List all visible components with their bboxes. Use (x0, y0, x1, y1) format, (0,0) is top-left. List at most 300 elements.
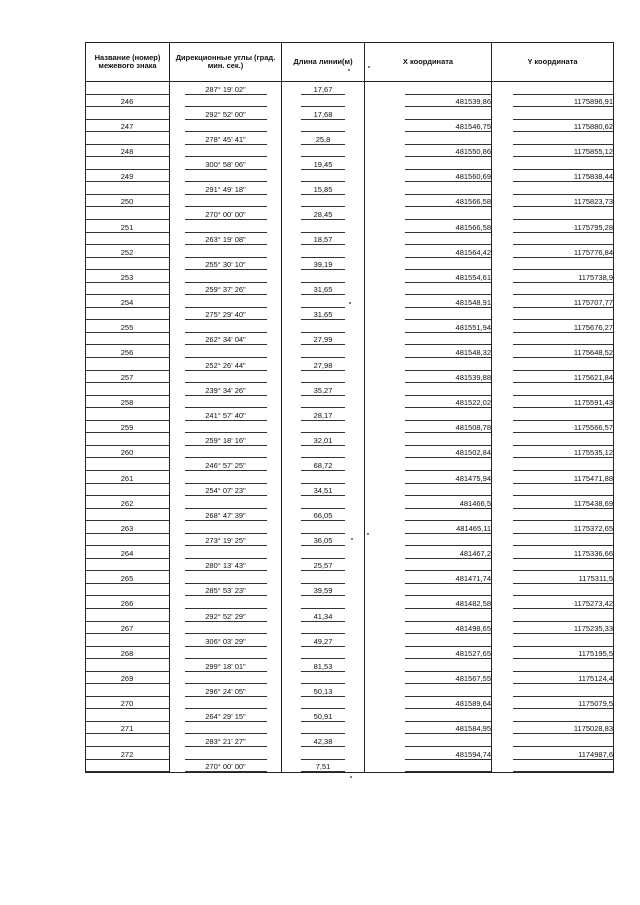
header-line-length: Длина линии(м) (282, 43, 365, 82)
line-length: 68,72 (301, 462, 345, 471)
direction-angle: 263° 19' 08" (185, 236, 267, 245)
y-coordinate-empty (513, 562, 613, 571)
segment-row (86, 634, 614, 647)
point-row (86, 220, 614, 233)
line-length-empty (301, 550, 345, 559)
direction-angle: 287° 19' 02" (185, 86, 267, 95)
y-coordinate: 1175438,69 (513, 500, 613, 509)
line-length-empty (301, 575, 345, 584)
line-length: 25,8 (301, 136, 345, 145)
point-row (86, 320, 614, 333)
direction-angle-empty (185, 449, 267, 458)
segment-row (86, 760, 614, 773)
point-name: 270 (86, 700, 170, 709)
point-name-empty (86, 236, 170, 245)
y-coordinate-empty (513, 713, 613, 722)
line-length-empty (301, 424, 345, 433)
direction-angle-empty (185, 550, 267, 559)
point-name-empty (86, 362, 170, 371)
segment-row (86, 182, 614, 195)
direction-angle: 278° 45' 41" (185, 136, 267, 145)
y-coordinate: 1175880,62 (513, 123, 613, 132)
y-coordinate: 1175621,84 (513, 374, 613, 383)
point-name-empty (86, 437, 170, 446)
line-length: 35,27 (301, 387, 345, 396)
segment-row (86, 484, 614, 497)
direction-angle: 262° 34' 04" (185, 336, 267, 345)
line-length: 27,98 (301, 362, 345, 371)
y-coordinate-empty (513, 412, 613, 421)
direction-angle-empty (185, 324, 267, 333)
x-coordinate-empty (405, 638, 491, 647)
table-header-row (86, 43, 614, 82)
y-coordinate: 1175707,77 (513, 299, 613, 308)
scan-speck (349, 302, 351, 304)
direction-angle-empty (185, 148, 267, 157)
segment-row (86, 709, 614, 722)
segment-row (86, 82, 614, 95)
y-coordinate: 1175471,88 (513, 475, 613, 484)
point-name: 250 (86, 198, 170, 207)
point-row (86, 697, 614, 710)
y-coordinate: 1175336,66 (513, 550, 613, 559)
point-name: 257 (86, 374, 170, 383)
line-length: 50,13 (301, 688, 345, 697)
y-coordinate-empty (513, 311, 613, 320)
boundary-coordinates-table (85, 42, 614, 773)
point-name-empty (86, 487, 170, 496)
x-coordinate-empty (405, 437, 491, 446)
point-name-empty (86, 136, 170, 145)
direction-angle: 264° 29' 15" (185, 713, 267, 722)
y-coordinate: 1175079,5 (513, 700, 613, 709)
x-coordinate-empty (405, 663, 491, 672)
line-length-empty (301, 399, 345, 408)
segment-row (86, 584, 614, 597)
line-length-empty (301, 224, 345, 233)
x-coordinate-empty (405, 613, 491, 622)
segment-row (86, 157, 614, 170)
line-length-empty (301, 299, 345, 308)
line-length: 34,51 (301, 487, 345, 496)
x-coordinate: 481564,42 (405, 249, 491, 258)
point-name-empty (86, 713, 170, 722)
point-name: 266 (86, 600, 170, 609)
segment-row (86, 308, 614, 321)
line-length: 28,45 (301, 211, 345, 220)
line-length-empty (301, 600, 345, 609)
y-coordinate-empty (513, 688, 613, 697)
point-name-empty (86, 638, 170, 647)
y-coordinate-empty (513, 487, 613, 496)
y-coordinate-empty (513, 537, 613, 546)
y-coordinate-empty (513, 186, 613, 195)
line-length-empty (301, 249, 345, 258)
point-name: 256 (86, 349, 170, 358)
point-name: 263 (86, 525, 170, 534)
x-coordinate-empty (405, 286, 491, 295)
line-length-empty (301, 625, 345, 634)
x-coordinate: 481482,58 (405, 600, 491, 609)
x-coordinate-empty (405, 462, 491, 471)
y-coordinate-empty (513, 613, 613, 622)
y-coordinate-empty (513, 286, 613, 295)
x-coordinate: 481566,58 (405, 198, 491, 207)
line-length: 66,05 (301, 512, 345, 521)
header-x-coordinate: X координата (365, 43, 492, 82)
point-name-empty (86, 311, 170, 320)
direction-angle-empty (185, 424, 267, 433)
line-length: 49,27 (301, 638, 345, 647)
point-name: 260 (86, 449, 170, 458)
y-coordinate: 1175311,5 (513, 575, 613, 584)
point-name-empty (86, 537, 170, 546)
direction-angle-empty (185, 650, 267, 659)
line-length-empty (301, 173, 345, 182)
line-length: 7,51 (301, 763, 345, 772)
direction-angle: 291° 49' 18" (185, 186, 267, 195)
x-coordinate: 481466,5 (405, 500, 491, 509)
point-name-empty (86, 261, 170, 270)
point-row (86, 371, 614, 384)
direction-angle: 285° 53' 23" (185, 587, 267, 596)
point-row (86, 120, 614, 133)
y-coordinate: 1175648,52 (513, 349, 613, 358)
point-row (86, 170, 614, 183)
scan-speck (348, 69, 350, 71)
direction-angle-empty (185, 123, 267, 132)
header-y-coordinate: Y координата (492, 43, 614, 82)
point-name: 268 (86, 650, 170, 659)
direction-angle-empty (185, 525, 267, 534)
y-coordinate-empty (513, 663, 613, 672)
segment-row (86, 283, 614, 296)
direction-angle: 259° 37' 26" (185, 286, 267, 295)
x-coordinate-empty (405, 362, 491, 371)
x-coordinate: 481467,2 (405, 550, 491, 559)
y-coordinate-empty (513, 161, 613, 170)
x-coordinate-empty (405, 713, 491, 722)
line-length: 15,85 (301, 186, 345, 195)
line-length-empty (301, 324, 345, 333)
x-coordinate: 481548,32 (405, 349, 491, 358)
line-length: 19,45 (301, 161, 345, 170)
direction-angle: 270° 00' 00" (185, 763, 267, 772)
x-coordinate: 481502,84 (405, 449, 491, 458)
point-name-empty (86, 387, 170, 396)
x-coordinate: 481527,65 (405, 650, 491, 659)
y-coordinate: 1174987,6 (513, 751, 613, 760)
scan-speck (368, 66, 370, 68)
x-coordinate: 481465,11 (405, 525, 491, 534)
direction-angle: 280° 13' 43" (185, 562, 267, 571)
line-length-empty (301, 700, 345, 709)
y-coordinate-empty (513, 512, 613, 521)
direction-angle: 292° 52' 29" (185, 613, 267, 622)
point-name: 246 (86, 98, 170, 107)
line-length-empty (301, 500, 345, 509)
segment-row (86, 207, 614, 220)
y-coordinate: 1175372,65 (513, 525, 613, 534)
point-name-empty (86, 738, 170, 747)
line-length: 17,67 (301, 86, 345, 95)
point-row (86, 345, 614, 358)
point-name: 254 (86, 299, 170, 308)
line-length-empty (301, 198, 345, 207)
x-coordinate-empty (405, 86, 491, 95)
point-name: 247 (86, 123, 170, 132)
scan-speck (351, 538, 353, 540)
x-coordinate-empty (405, 311, 491, 320)
segment-row (86, 107, 614, 120)
segment-row (86, 559, 614, 572)
point-name-empty (86, 412, 170, 421)
point-row (86, 270, 614, 283)
x-coordinate: 481551,94 (405, 324, 491, 333)
point-name-empty (86, 86, 170, 95)
x-coordinate: 481546,75 (405, 123, 491, 132)
y-coordinate: 1175535,12 (513, 449, 613, 458)
direction-angle: 268° 47' 39" (185, 512, 267, 521)
x-coordinate: 481475,94 (405, 475, 491, 484)
line-length: 31,65 (301, 286, 345, 295)
y-coordinate: 1175124,4 (513, 675, 613, 684)
point-row (86, 521, 614, 534)
y-coordinate: 1175028,83 (513, 725, 613, 734)
point-name: 248 (86, 148, 170, 157)
point-row (86, 446, 614, 459)
header-direction-angle: Дирекционные углы (град. мин. сек.) (170, 43, 282, 82)
point-name-empty (86, 336, 170, 345)
x-coordinate-empty (405, 412, 491, 421)
segment-row (86, 659, 614, 672)
direction-angle-empty (185, 274, 267, 283)
point-row (86, 496, 614, 509)
y-coordinate-empty (513, 111, 613, 120)
segment-row (86, 509, 614, 522)
point-name: 261 (86, 475, 170, 484)
point-row (86, 747, 614, 760)
direction-angle: 255° 30' 10" (185, 261, 267, 270)
point-row (86, 471, 614, 484)
x-coordinate-empty (405, 261, 491, 270)
direction-angle: 306° 03' 29" (185, 638, 267, 647)
point-name-empty (86, 763, 170, 772)
direction-angle: 283° 21' 27" (185, 738, 267, 747)
segment-row (86, 458, 614, 471)
point-name-empty (86, 186, 170, 195)
direction-angle-empty (185, 700, 267, 709)
line-length: 18,57 (301, 236, 345, 245)
y-coordinate: 1175823,73 (513, 198, 613, 207)
segment-row (86, 433, 614, 446)
y-coordinate: 1175591,43 (513, 399, 613, 408)
point-name-empty (86, 613, 170, 622)
line-length: 25,57 (301, 562, 345, 571)
segment-row (86, 534, 614, 547)
x-coordinate-empty (405, 136, 491, 145)
line-length: 39,59 (301, 587, 345, 596)
line-length: 32,01 (301, 437, 345, 446)
segment-row (86, 684, 614, 697)
segment-row (86, 734, 614, 747)
x-coordinate: 481508,78 (405, 424, 491, 433)
point-name: 255 (86, 324, 170, 333)
x-coordinate: 481498,65 (405, 625, 491, 634)
line-length: 81,53 (301, 663, 345, 672)
x-coordinate: 481566,58 (405, 224, 491, 233)
x-coordinate-empty (405, 211, 491, 220)
x-coordinate-empty (405, 763, 491, 772)
line-length-empty (301, 650, 345, 659)
x-coordinate-empty (405, 336, 491, 345)
line-length: 28,17 (301, 412, 345, 421)
line-length: 50,91 (301, 713, 345, 722)
point-name: 262 (86, 500, 170, 509)
line-length-empty (301, 449, 345, 458)
x-coordinate-empty (405, 387, 491, 396)
point-name-empty (86, 587, 170, 596)
y-coordinate-empty (513, 738, 613, 747)
direction-angle-empty (185, 500, 267, 509)
line-length-empty (301, 274, 345, 283)
segment-row (86, 233, 614, 246)
x-coordinate: 481539,86 (405, 98, 491, 107)
y-coordinate-empty (513, 638, 613, 647)
direction-angle: 275° 29' 40" (185, 311, 267, 320)
direction-angle-empty (185, 198, 267, 207)
point-name: 269 (86, 675, 170, 684)
y-coordinate-empty (513, 261, 613, 270)
y-coordinate: 1175235,33 (513, 625, 613, 634)
point-row (86, 596, 614, 609)
x-coordinate-empty (405, 512, 491, 521)
point-row (86, 722, 614, 735)
direction-angle: 270° 00' 00" (185, 211, 267, 220)
x-coordinate-empty (405, 562, 491, 571)
point-name-empty (86, 663, 170, 672)
direction-angle: 299° 18' 01" (185, 663, 267, 672)
y-coordinate-empty (513, 462, 613, 471)
direction-angle: 239° 34' 26" (185, 387, 267, 396)
header-point-name: Название (номер) межевого знака (86, 43, 170, 82)
y-coordinate-empty (513, 587, 613, 596)
line-length-empty (301, 148, 345, 157)
y-coordinate-empty (513, 336, 613, 345)
direction-angle-empty (185, 173, 267, 182)
segment-row (86, 609, 614, 622)
y-coordinate-empty (513, 86, 613, 95)
y-coordinate: 1175566,57 (513, 424, 613, 433)
direction-angle-empty (185, 751, 267, 760)
line-length-empty (301, 98, 345, 107)
line-length-empty (301, 525, 345, 534)
point-name: 267 (86, 625, 170, 634)
y-coordinate-empty (513, 362, 613, 371)
line-length-empty (301, 123, 345, 132)
y-coordinate: 1175738,9 (513, 274, 613, 283)
direction-angle-empty (185, 575, 267, 584)
point-name: 265 (86, 575, 170, 584)
point-name-empty (86, 161, 170, 170)
point-name: 251 (86, 224, 170, 233)
scan-speck (367, 533, 369, 535)
y-coordinate-empty (513, 211, 613, 220)
y-coordinate: 1175776,84 (513, 249, 613, 258)
direction-angle-empty (185, 600, 267, 609)
direction-angle-empty (185, 675, 267, 684)
point-row (86, 421, 614, 434)
point-name-empty (86, 462, 170, 471)
point-name-empty (86, 211, 170, 220)
x-coordinate-empty (405, 537, 491, 546)
y-coordinate: 1175838,44 (513, 173, 613, 182)
point-row (86, 571, 614, 584)
segment-row (86, 258, 614, 271)
point-name: 258 (86, 399, 170, 408)
line-length: 41,34 (301, 613, 345, 622)
direction-angle-empty (185, 374, 267, 383)
direction-angle: 292° 52' 00" (185, 111, 267, 120)
point-name-empty (86, 286, 170, 295)
point-name: 253 (86, 274, 170, 283)
point-row (86, 672, 614, 685)
point-row (86, 245, 614, 258)
point-name: 271 (86, 725, 170, 734)
y-coordinate-empty (513, 387, 613, 396)
segment-row (86, 358, 614, 371)
point-row (86, 396, 614, 409)
segment-row (86, 333, 614, 346)
point-name-empty (86, 111, 170, 120)
point-name: 252 (86, 249, 170, 258)
direction-angle: 259° 18' 16" (185, 437, 267, 446)
direction-angle: 273° 19' 25" (185, 537, 267, 546)
direction-angle-empty (185, 475, 267, 484)
direction-angle-empty (185, 224, 267, 233)
point-name: 259 (86, 424, 170, 433)
x-coordinate: 481539,88 (405, 374, 491, 383)
point-row (86, 647, 614, 660)
segment-row (86, 132, 614, 145)
y-coordinate: 1175855,12 (513, 148, 613, 157)
y-coordinate-empty (513, 136, 613, 145)
direction-angle: 300° 58' 06" (185, 161, 267, 170)
y-coordinate: 1175195,5 (513, 650, 613, 659)
table-body (86, 82, 614, 773)
line-length-empty (301, 374, 345, 383)
direction-angle-empty (185, 399, 267, 408)
line-length: 17,68 (301, 111, 345, 120)
line-length: 31,65 (301, 311, 345, 320)
point-name: 249 (86, 173, 170, 182)
y-coordinate: 1175795,28 (513, 224, 613, 233)
line-length: 36,05 (301, 537, 345, 546)
point-name-empty (86, 562, 170, 571)
x-coordinate: 481584,95 (405, 725, 491, 734)
x-coordinate: 481522,02 (405, 399, 491, 408)
point-row (86, 622, 614, 635)
y-coordinate-empty (513, 763, 613, 772)
point-row (86, 145, 614, 158)
point-name-empty (86, 512, 170, 521)
segment-row (86, 408, 614, 421)
x-coordinate: 481560,69 (405, 173, 491, 182)
direction-angle-empty (185, 725, 267, 734)
segment-row (86, 383, 614, 396)
y-coordinate-empty (513, 437, 613, 446)
direction-angle: 246° 57' 25" (185, 462, 267, 471)
